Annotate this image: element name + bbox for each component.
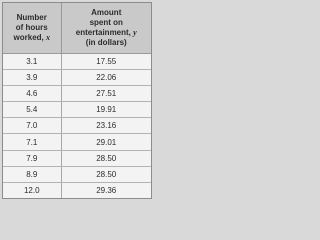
hours-vs-entertainment-table [3,3,151,198]
amount-spent-cell: 22.06 [61,69,151,85]
amount-spent-cell: 23.16 [61,118,151,134]
header-amount-line-2: spent on [89,17,123,27]
data-table-frame [2,2,152,199]
header-hours-worked [3,3,61,53]
hours-worked-cell: 8.9 [3,166,61,182]
table-row [3,53,151,69]
amount-spent-cell: 19.91 [61,102,151,118]
table-row [3,69,151,85]
header-hours-line-2: of hours [15,22,48,32]
table-row [3,102,151,118]
amount-spent-cell: 29.01 [61,134,151,150]
table-row [3,166,151,182]
hours-worked-cell: 3.9 [3,69,61,85]
amount-spent-cell: 28.50 [61,166,151,182]
hours-worked-cell: 5.4 [3,102,61,118]
table-header-row [3,3,151,53]
hours-worked-cell: 3.1 [3,53,61,69]
hours-worked-cell: 4.6 [3,85,61,101]
header-amount-variable: y [133,27,137,37]
amount-spent-cell: 17.55 [61,53,151,69]
header-amount-spent [61,3,151,53]
table-row [3,150,151,166]
header-amount-line-4: (in dollars) [85,37,127,47]
amount-spent-cell: 29.36 [61,183,151,199]
table-body [3,53,151,198]
header-hours-line-3: worked, [13,32,44,42]
table-row [3,183,151,199]
table-row [3,118,151,134]
header-hours-line-1: Number [16,12,47,22]
hours-worked-cell: 7.0 [3,118,61,134]
hours-worked-cell: 12.0 [3,183,61,199]
amount-spent-cell: 28.50 [61,150,151,166]
header-amount-line-3: entertainment, [75,27,131,37]
header-hours-variable: x [45,32,50,42]
hours-worked-cell: 7.1 [3,134,61,150]
amount-spent-cell: 27.51 [61,85,151,101]
hours-worked-cell: 7.9 [3,150,61,166]
table-row [3,85,151,101]
header-amount-line-1: Amount [91,7,122,17]
table-row [3,134,151,150]
